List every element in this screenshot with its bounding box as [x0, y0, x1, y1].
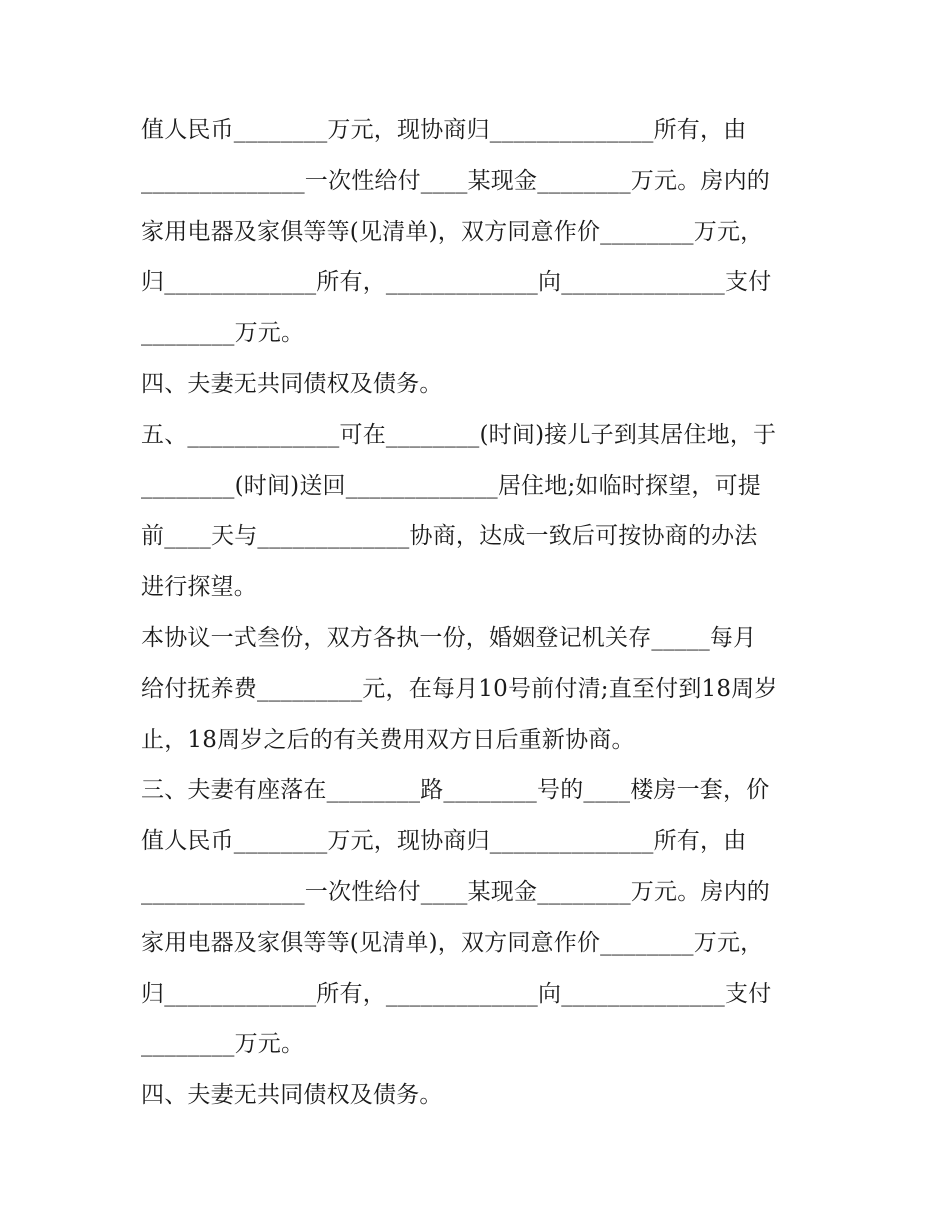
text-line: 止，18周岁之后的有关费用双方日后重新协商。	[141, 726, 635, 753]
text-line: 三、夫妻有座落在________路________号的____楼房一套，价	[141, 777, 770, 804]
text-line: 五、_____________可在________(时间)接儿子到其居住地，于	[141, 421, 777, 448]
text-line: 进行探望。	[141, 574, 257, 601]
text-line: ______________一次性给付____某现金________万元。房内的	[141, 878, 770, 905]
section-heading: 四、夫妻无共同债权及债务。	[141, 370, 443, 397]
text-line: ________万元。	[141, 1031, 305, 1058]
text-line: 归_____________所有，_____________向______________支付	[141, 269, 772, 296]
text-line: ________万元。	[141, 320, 305, 347]
text-line: 前____天与_____________协商，达成一致后可按协商的办法	[141, 523, 758, 550]
text-line: 值人民币________万元，现协商归______________所有，由	[141, 828, 747, 855]
text-line: ______________一次性给付____某现金________万元。房内的	[141, 167, 770, 194]
text-line: 家用电器及家俱等等(见清单)，双方同意作价________万元，	[141, 929, 764, 956]
text-line: 本协议一式叁份，双方各执一份，婚姻登记机关存_____每月	[141, 624, 757, 651]
agreement-text	[141, 105, 821, 1121]
text-line: 归_____________所有，_____________向______________支付	[141, 980, 772, 1007]
text-line: ________(时间)送回_____________居住地;如临时探望，可提	[141, 472, 761, 499]
section-heading: 四、夫妻无共同债权及债务。	[141, 1082, 443, 1109]
text-line: 值人民币________万元，现协商归______________所有，由	[141, 117, 747, 143]
text-line: 家用电器及家俱等等(见清单)，双方同意作价________万元，	[141, 218, 764, 245]
text-line: 给付抚养费_________元，在每月10号前付清;直至付到18周岁	[141, 675, 778, 702]
